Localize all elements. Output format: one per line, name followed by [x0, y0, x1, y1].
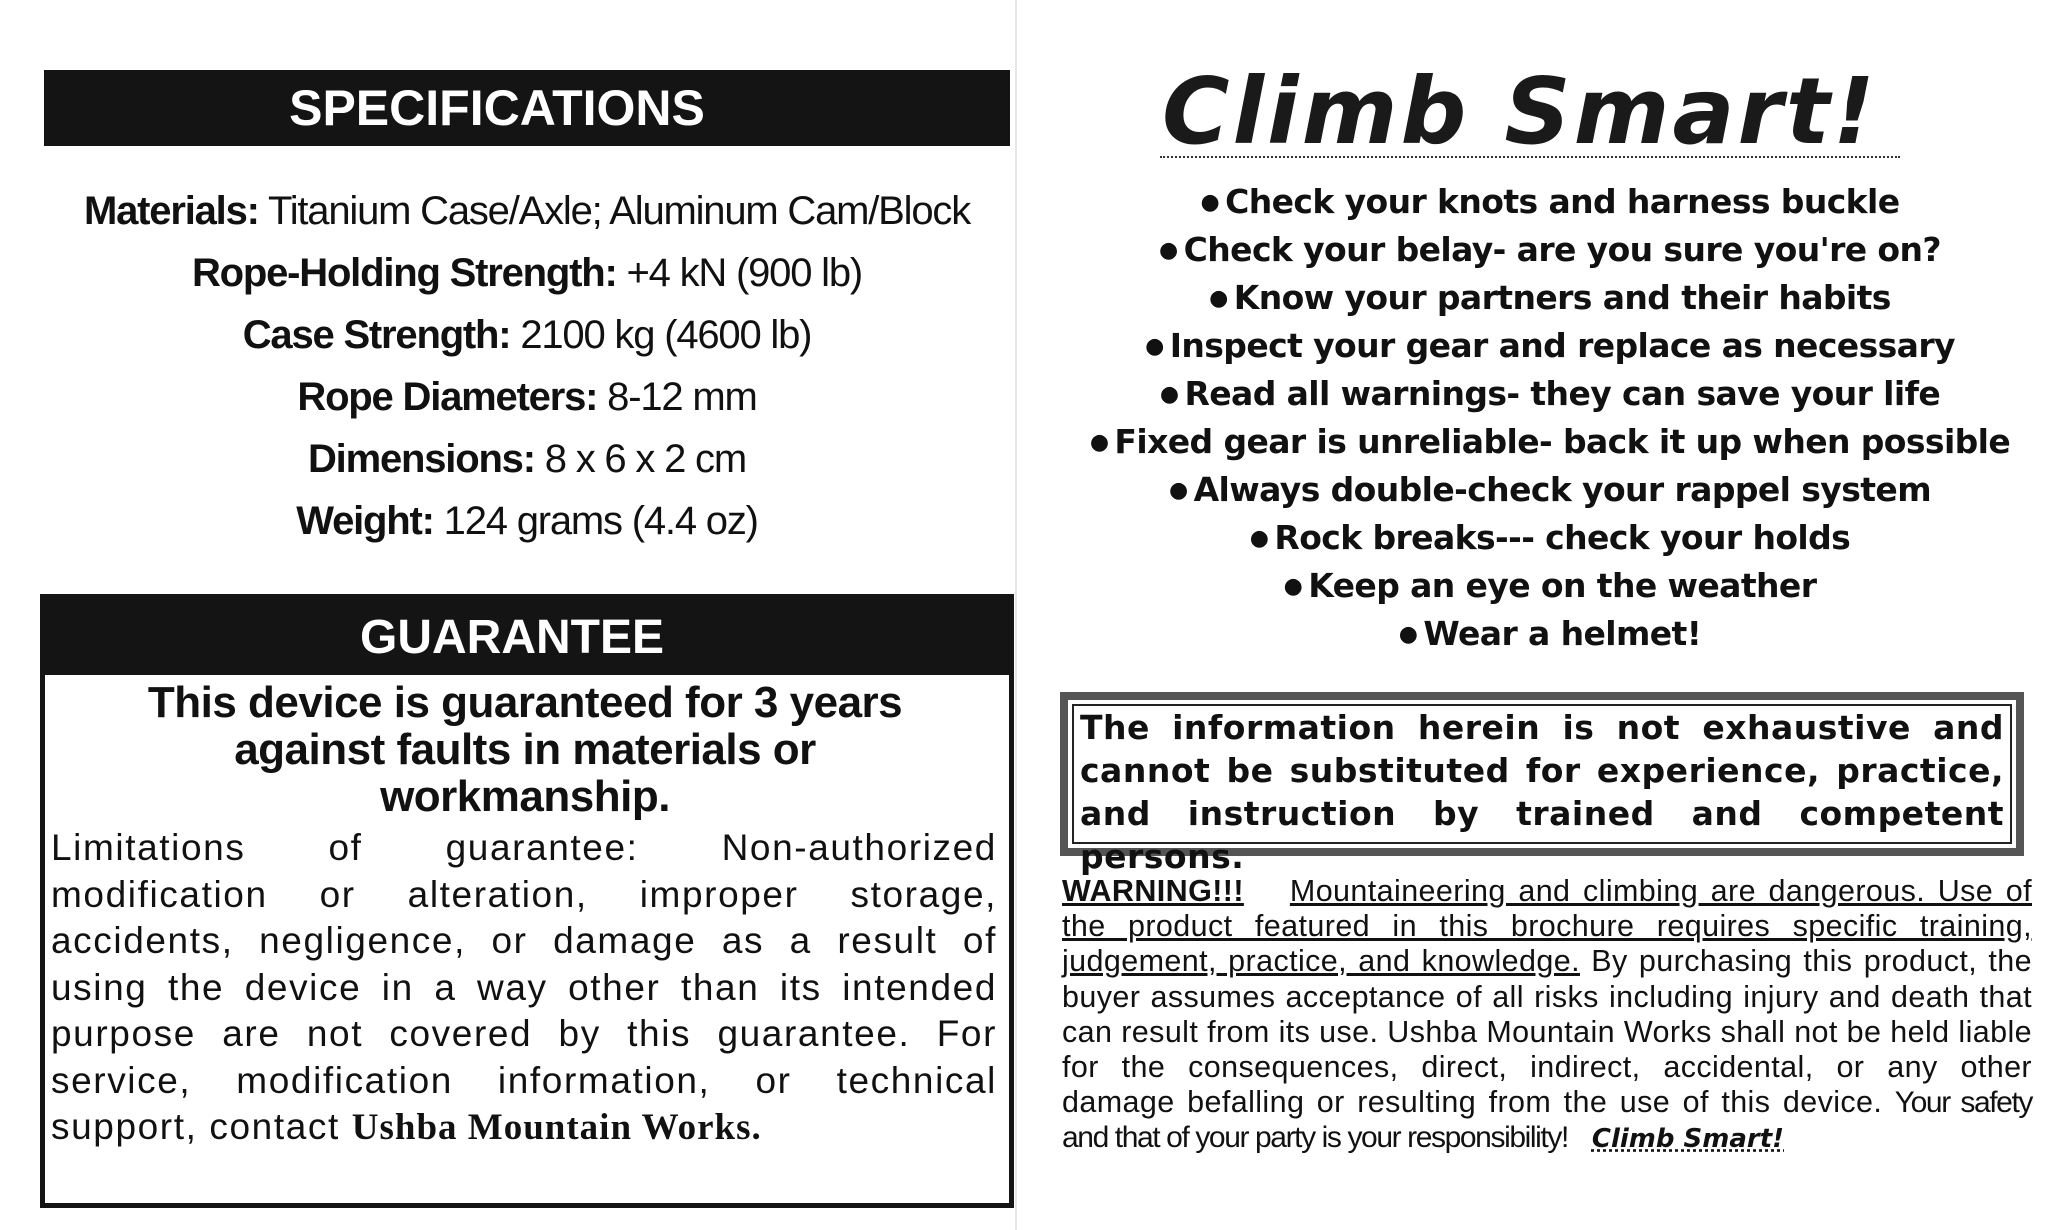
guarantee-body: [51, 825, 997, 1152]
safety-tip: ● Inspect your gear and replace as necessary: [1060, 322, 2040, 370]
spec-row-rope-diameters: [44, 366, 1010, 428]
disclaimer-box: [1060, 692, 2024, 876]
spec-row-weight: [44, 490, 1010, 552]
spec-value: 8 x 6 x 2 cm: [534, 437, 746, 481]
spec-row-case-strength: [44, 304, 1010, 366]
safety-tip: ● Fixed gear is unreliable- back it up when possible: [1060, 418, 2040, 466]
guarantee-heading: [45, 599, 1009, 675]
guarantee-headline: This device is guaranteed for 3 years against faults in materials or workmanship.: [147, 678, 903, 821]
page-fold: [1015, 0, 1017, 1230]
spec-row-materials: [44, 180, 1010, 242]
safety-tip: ● Always double-check your rappel system: [1060, 466, 2040, 514]
spec-value: +4 kN (900 lb): [616, 251, 863, 295]
warning-label: WARNING!!!: [1062, 874, 1244, 908]
spec-label: Weight:: [296, 499, 434, 543]
specifications-heading-text: SPECIFICATIONS: [289, 80, 705, 136]
spec-value: 124 grams (4.4 oz): [433, 499, 758, 543]
spec-row-dimensions: [44, 428, 1010, 490]
warning-body: By purchasing this product, the buyer assumes acceptance of all risks including injury and death that can result from its use. Ushba Mountain Works shall not be held liable for the consequences, direct, indirect, accidental, or any other damage befalling or resulting from the use of this device.: [1062, 944, 2033, 1120]
spec-label: Rope-Holding Strength:: [191, 251, 617, 295]
spec-value: 2100 kg (4600 lb): [510, 313, 812, 357]
safety-tip: ● Keep an eye on the weather: [1060, 562, 2040, 610]
safety-tip: ● Wear a helmet!: [1060, 610, 2040, 658]
spec-label: Case Strength:: [242, 313, 511, 357]
title-underline: [1160, 156, 1900, 158]
safety-tip: ● Check your belay- are you sure you're on?: [1060, 226, 2040, 274]
specifications-list: [44, 180, 1010, 552]
safety-tip: ● Check your knots and harness buckle: [1060, 178, 2040, 226]
guarantee-limitations: Limitations of guarantee: Non-authorized modification or alteration, improper storage, accidents, negligence, or damage as a result of using the device in a way other than its intended purpose are not covered by this guarantee. For service, modification information, or technical support, contact: [51, 827, 997, 1147]
warning-underlined-text: Mountaineering and climbing are dangerous. Use of the product featured in this brochure requires specific training, judgement, practice, and knowledge.: [1062, 874, 2032, 979]
disclaimer-text: The information herein is not exhaustive and cannot be substituted for experience, practice, and instruction by trained and competent persons.: [1072, 704, 2012, 844]
spec-row-rope-holding-strength: [44, 242, 1010, 304]
guarantee-box: [40, 594, 1014, 1208]
climb-smart-title: Climb Smart!: [1162, 58, 1878, 165]
safety-tip: ● Rock breaks--- check your holds: [1060, 514, 2040, 562]
spec-value: 8-12 mm: [597, 375, 757, 419]
spec-label: Rope Diameters:: [297, 375, 598, 419]
guarantee-heading-text: GUARANTEE: [359, 610, 664, 664]
spec-value: Titanium Case/Axle; Aluminum Cam/Block: [258, 189, 970, 233]
safety-tip: ● Know your partners and their habits: [1060, 274, 2040, 322]
warning-paragraph: [1062, 874, 2032, 1158]
spec-label: Materials:: [84, 189, 259, 233]
spec-label: Dimensions:: [308, 437, 535, 481]
specifications-heading: [44, 70, 1010, 146]
safety-tips-list: [1060, 178, 2040, 658]
safety-tip: ● Read all warnings- they can save your life: [1060, 370, 2040, 418]
climb-smart-signature: Climb Smart!: [1591, 1124, 1785, 1155]
warning-last-line: Your safety and that of your party is your responsibility!: [1062, 1086, 2032, 1155]
guarantee-brand: Ushba Mountain Works.: [351, 1107, 762, 1148]
